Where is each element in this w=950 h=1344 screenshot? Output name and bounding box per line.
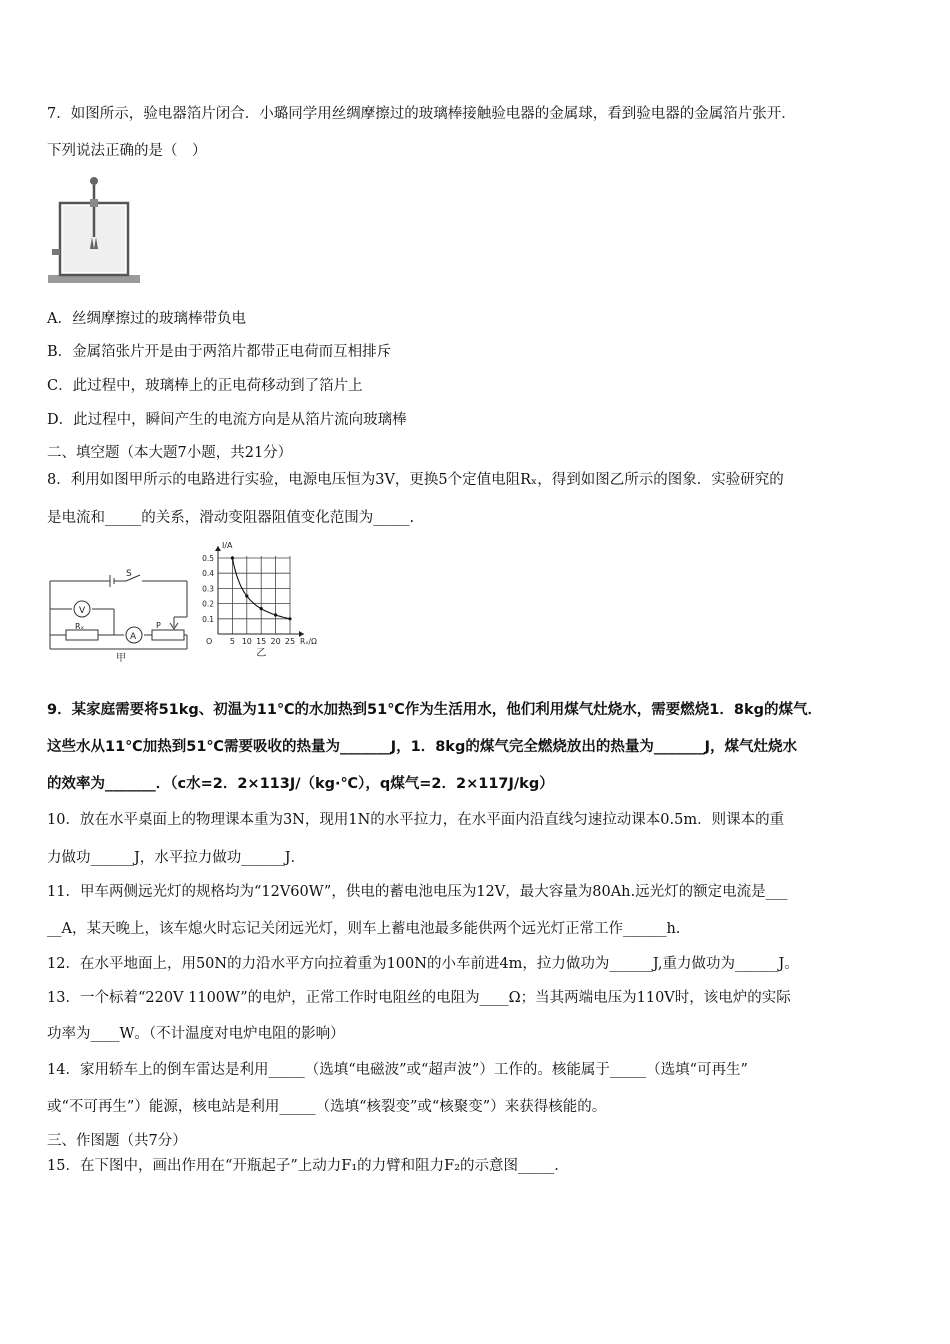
- data-point: [274, 613, 277, 616]
- section-2-heading: 二、填空题（本大题7小题，共21分）: [47, 445, 293, 461]
- resistor-label: Rₓ: [75, 622, 85, 631]
- y-axis-arrow: [215, 546, 221, 551]
- y-tick-label: 0.3: [202, 584, 214, 594]
- circuit-caption: 甲: [116, 653, 126, 664]
- q7-option-c: C．此过程中，玻璃棒上的正电荷移动到了箔片上: [47, 378, 363, 394]
- ammeter-label: A: [130, 632, 137, 642]
- slider-label: P: [156, 621, 161, 630]
- q9-stem-line2: 这些水从11℃加热到51℃需要吸收的热量为_______J，1．8kg的煤气完全燃烧放出的热量为_______J，煤气灶烧水: [47, 739, 797, 755]
- q10-stem-line2: 力做功______J，水平拉力做功______J．: [47, 850, 306, 866]
- origin-label: O: [206, 637, 213, 646]
- electroscope-figure: [44, 175, 144, 287]
- q7-option-d: D．此过程中，瞬间产生的电流方向是从箔片流向玻璃棒: [47, 412, 407, 428]
- y-tick-label: 0.5: [202, 554, 214, 563]
- q14-stem-line1: 14．家用轿车上的倒车雷达是利用_____（选填“电磁波”或“超声波”）工作的。核能属于_____（选填“可再生”: [47, 1062, 748, 1078]
- data-point: [260, 607, 263, 610]
- q11-stem-line1: 11．甲车两侧远光灯的规格均为“12V60W”，供电的蓄电池电压为12V，最大容量为80Ah.远光灯的额定电流是___: [47, 884, 788, 900]
- iv-graph-yi: [194, 536, 334, 664]
- insulating-plug: [90, 199, 98, 207]
- q9-stem-line1: 9．某家庭需要将51kg、初温为11℃的水加热到51℃作为生活用水，他们利用煤气灶烧水，需要燃烧1．8kg的煤气．: [47, 702, 822, 718]
- q7-option-a: A．丝绸摩擦过的玻璃棒带负电: [47, 311, 246, 327]
- q13-stem-line1: 13．一个标着“220V 1100W”的电炉，正常工作时电阻丝的电阻为____Ω；当其两端电压为110V时，该电炉的实际: [47, 990, 791, 1006]
- voltmeter-label: V: [79, 606, 86, 616]
- x-tick-label: 25: [284, 637, 296, 646]
- x-tick-label: 15: [256, 637, 267, 646]
- q9-stem-line3: 的效率为_______．（c水=2．2×113J/（kg·℃），q煤气=2．2×117J/kg）: [47, 776, 554, 792]
- metal-ball: [90, 177, 98, 185]
- y-tick-label: 0.1: [202, 614, 214, 624]
- section-3-heading: 三、作图题（共7分）: [47, 1133, 187, 1149]
- graph-caption: 乙: [256, 648, 267, 659]
- q15-stem-line1: 15．在下图中，画出作用在“开瓶起子”上动力F₁的力臂和阻力F₂的示意图_____.: [47, 1158, 559, 1174]
- side-knob: [52, 249, 60, 255]
- x-axis-title: Rₓ/Ω: [300, 637, 317, 646]
- x-tick-label: 20: [270, 637, 281, 646]
- q12-stem-line1: 12．在水平地面上，用50N的力沿水平方向拉着重为100N的小车前进4m，拉力做功为______J,重力做功为______J。: [47, 956, 799, 972]
- q7-stem-line1: 7．如图所示，验电器箔片闭合．小璐同学用丝绸摩擦过的玻璃棒接触验电器的金属球，看到验电器的金属箔片张开．: [47, 106, 796, 122]
- q10-stem-line1: 10．放在水平桌面上的物理课本重为3N，现用1N的水平拉力，在水平面内沿直线匀速拉动课本0.5m．则课本的重: [47, 812, 785, 828]
- data-point: [245, 594, 248, 597]
- data-point: [288, 617, 291, 620]
- q14-stem-line2: 或“不可再生”）能源，核电站是利用_____（选填“核裂变”或“核聚变”）来获得核能的。: [47, 1099, 607, 1115]
- q11-stem-line2: __A，某天晚上，该车熄火时忘记关闭远光灯，则车上蓄电池最多能供两个远光灯正常工作______h.: [47, 921, 681, 937]
- q8-stem-line1: 8．利用如图甲所示的电路进行实验，电源电压恒为3V，更换5个定值电阻Rₓ，得到如图乙所示的图象．实验研究的: [47, 472, 784, 488]
- y-tick-label: 0.2: [202, 599, 214, 609]
- y-tick-label: 0.4: [202, 569, 214, 579]
- circuit-diagram-jia: [44, 565, 194, 665]
- resistor-symbol: [66, 630, 98, 640]
- switch-label: S: [126, 569, 132, 579]
- q7-stem-line2: 下列说法正确的是（ ）: [47, 143, 207, 159]
- x-tick-label: 10: [241, 637, 252, 646]
- q13-stem-line2: 功率为____W。（不计温度对电炉电阻的影响）: [47, 1026, 345, 1042]
- q7-option-b: B．金属箔张片开是由于两箔片都带正电荷而互相排斥: [47, 344, 392, 360]
- q8-stem-line2: 是电流和_____的关系，滑动变阻器阻值变化范围为_____.: [47, 510, 415, 526]
- y-axis-title: I/A: [222, 541, 233, 550]
- x-tick-label: 5: [229, 637, 235, 646]
- data-point: [231, 556, 234, 559]
- rheostat-symbol: [152, 630, 184, 640]
